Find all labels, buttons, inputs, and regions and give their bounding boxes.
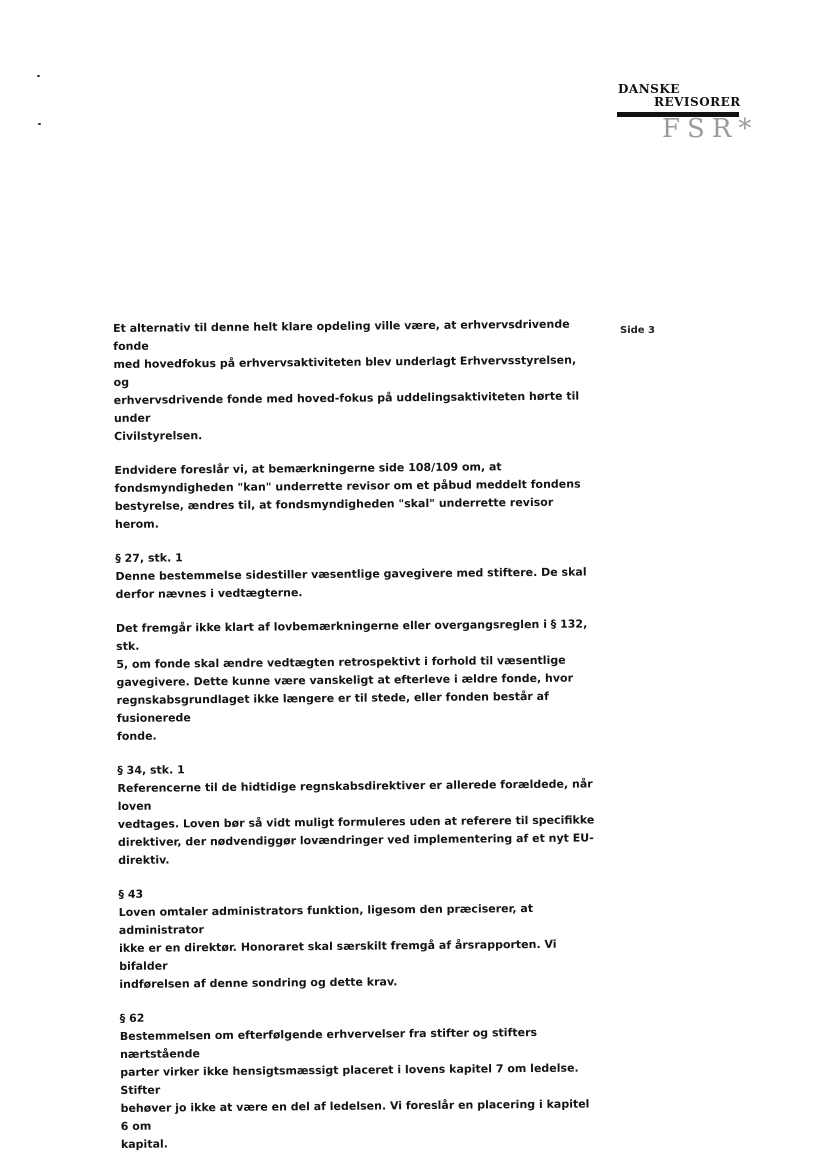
paragraph-fondsmyndigheden: Endvidere foreslår vi, at bemærkningerne side 108/109 om, at fondsmyndigheden "kan" underrette revisor om et påbud meddelt fondens bestyrelse, ændres til, at fondsmyndigheden "skal" underrette revisor herom. — [114, 460, 581, 531]
paragraph-section-34: § 34, stk. 1 Referencerne til de hidtidige regnskabsdirektiver er allerede forældede, når loven vedtages. Loven bør så vidt muligt formuleres uden at referere til specifikke direktiver, der nødvendiggør lovændringer ved implementering af et nyt EU- direktiv. — [117, 763, 595, 867]
paragraph-overgangsregel: Det fremgår ikke klart af lovbemærkningerne eller overgangsreglen i § 132, stk. 5, om fonde skal ændre vedtægten retrospektivt i forhold til væsentlige gavegivere. Dette kunne være vanskeligt at efterleve i ældre fonde, hvor regnskabsgrundlaget ikke længere er til stede, eller fonden består af fusionerede fonde. — [115, 617, 588, 743]
paragraph-section-43: § 43 Loven omtaler administrators funktion, ligesom den præciserer, at administrator ikke er en direktør. Honoraret skal særskilt fremgå af årsrapporten. Vi bifalder indførelsen af denne sondring og dette krav. — [118, 887, 557, 991]
paragraph-section-62: § 62 Bestemmelsen om efterfølgende erhvervelser fra stifter og stifters nærtstående parter virker ikke hensigtsmæssigt placeret i lovens kapitel 7 om ledelse. Stifter behøver jo ikke at være en del af ledelsen. Vi foreslår en placering i kapitel 6 om kapital. — [119, 1011, 590, 1151]
logo-fsr-mark: FSR* — [662, 114, 759, 144]
document-body — [113, 315, 599, 1170]
page-number-label: Side 3 — [620, 325, 656, 336]
logo-text-danske: DANSKE — [618, 82, 680, 96]
danske-revisorer-logo — [617, 82, 759, 152]
scan-speck — [38, 123, 41, 125]
paragraph-section-27: § 27, stk. 1 Denne bestemmelse sidestiller væsentlige gavegivere med stiftere. De skal derfor nævnes i vedtægterne. — [115, 551, 587, 601]
logo-text-revisorer: REVISORER — [654, 95, 741, 109]
scan-speck — [37, 75, 40, 77]
paragraph-opdeling: Et alternativ til denne helt klare opdeling ville være, at erhvervsdrivende fonde med hovedfokus på erhvervsaktiviteten blev underlagt Erhvervsstyrelsen, og erhvervsdrivende fonde med hoved-fokus på uddelingsaktiviteten hørte til under Civilstyrelsen. — [113, 317, 580, 443]
